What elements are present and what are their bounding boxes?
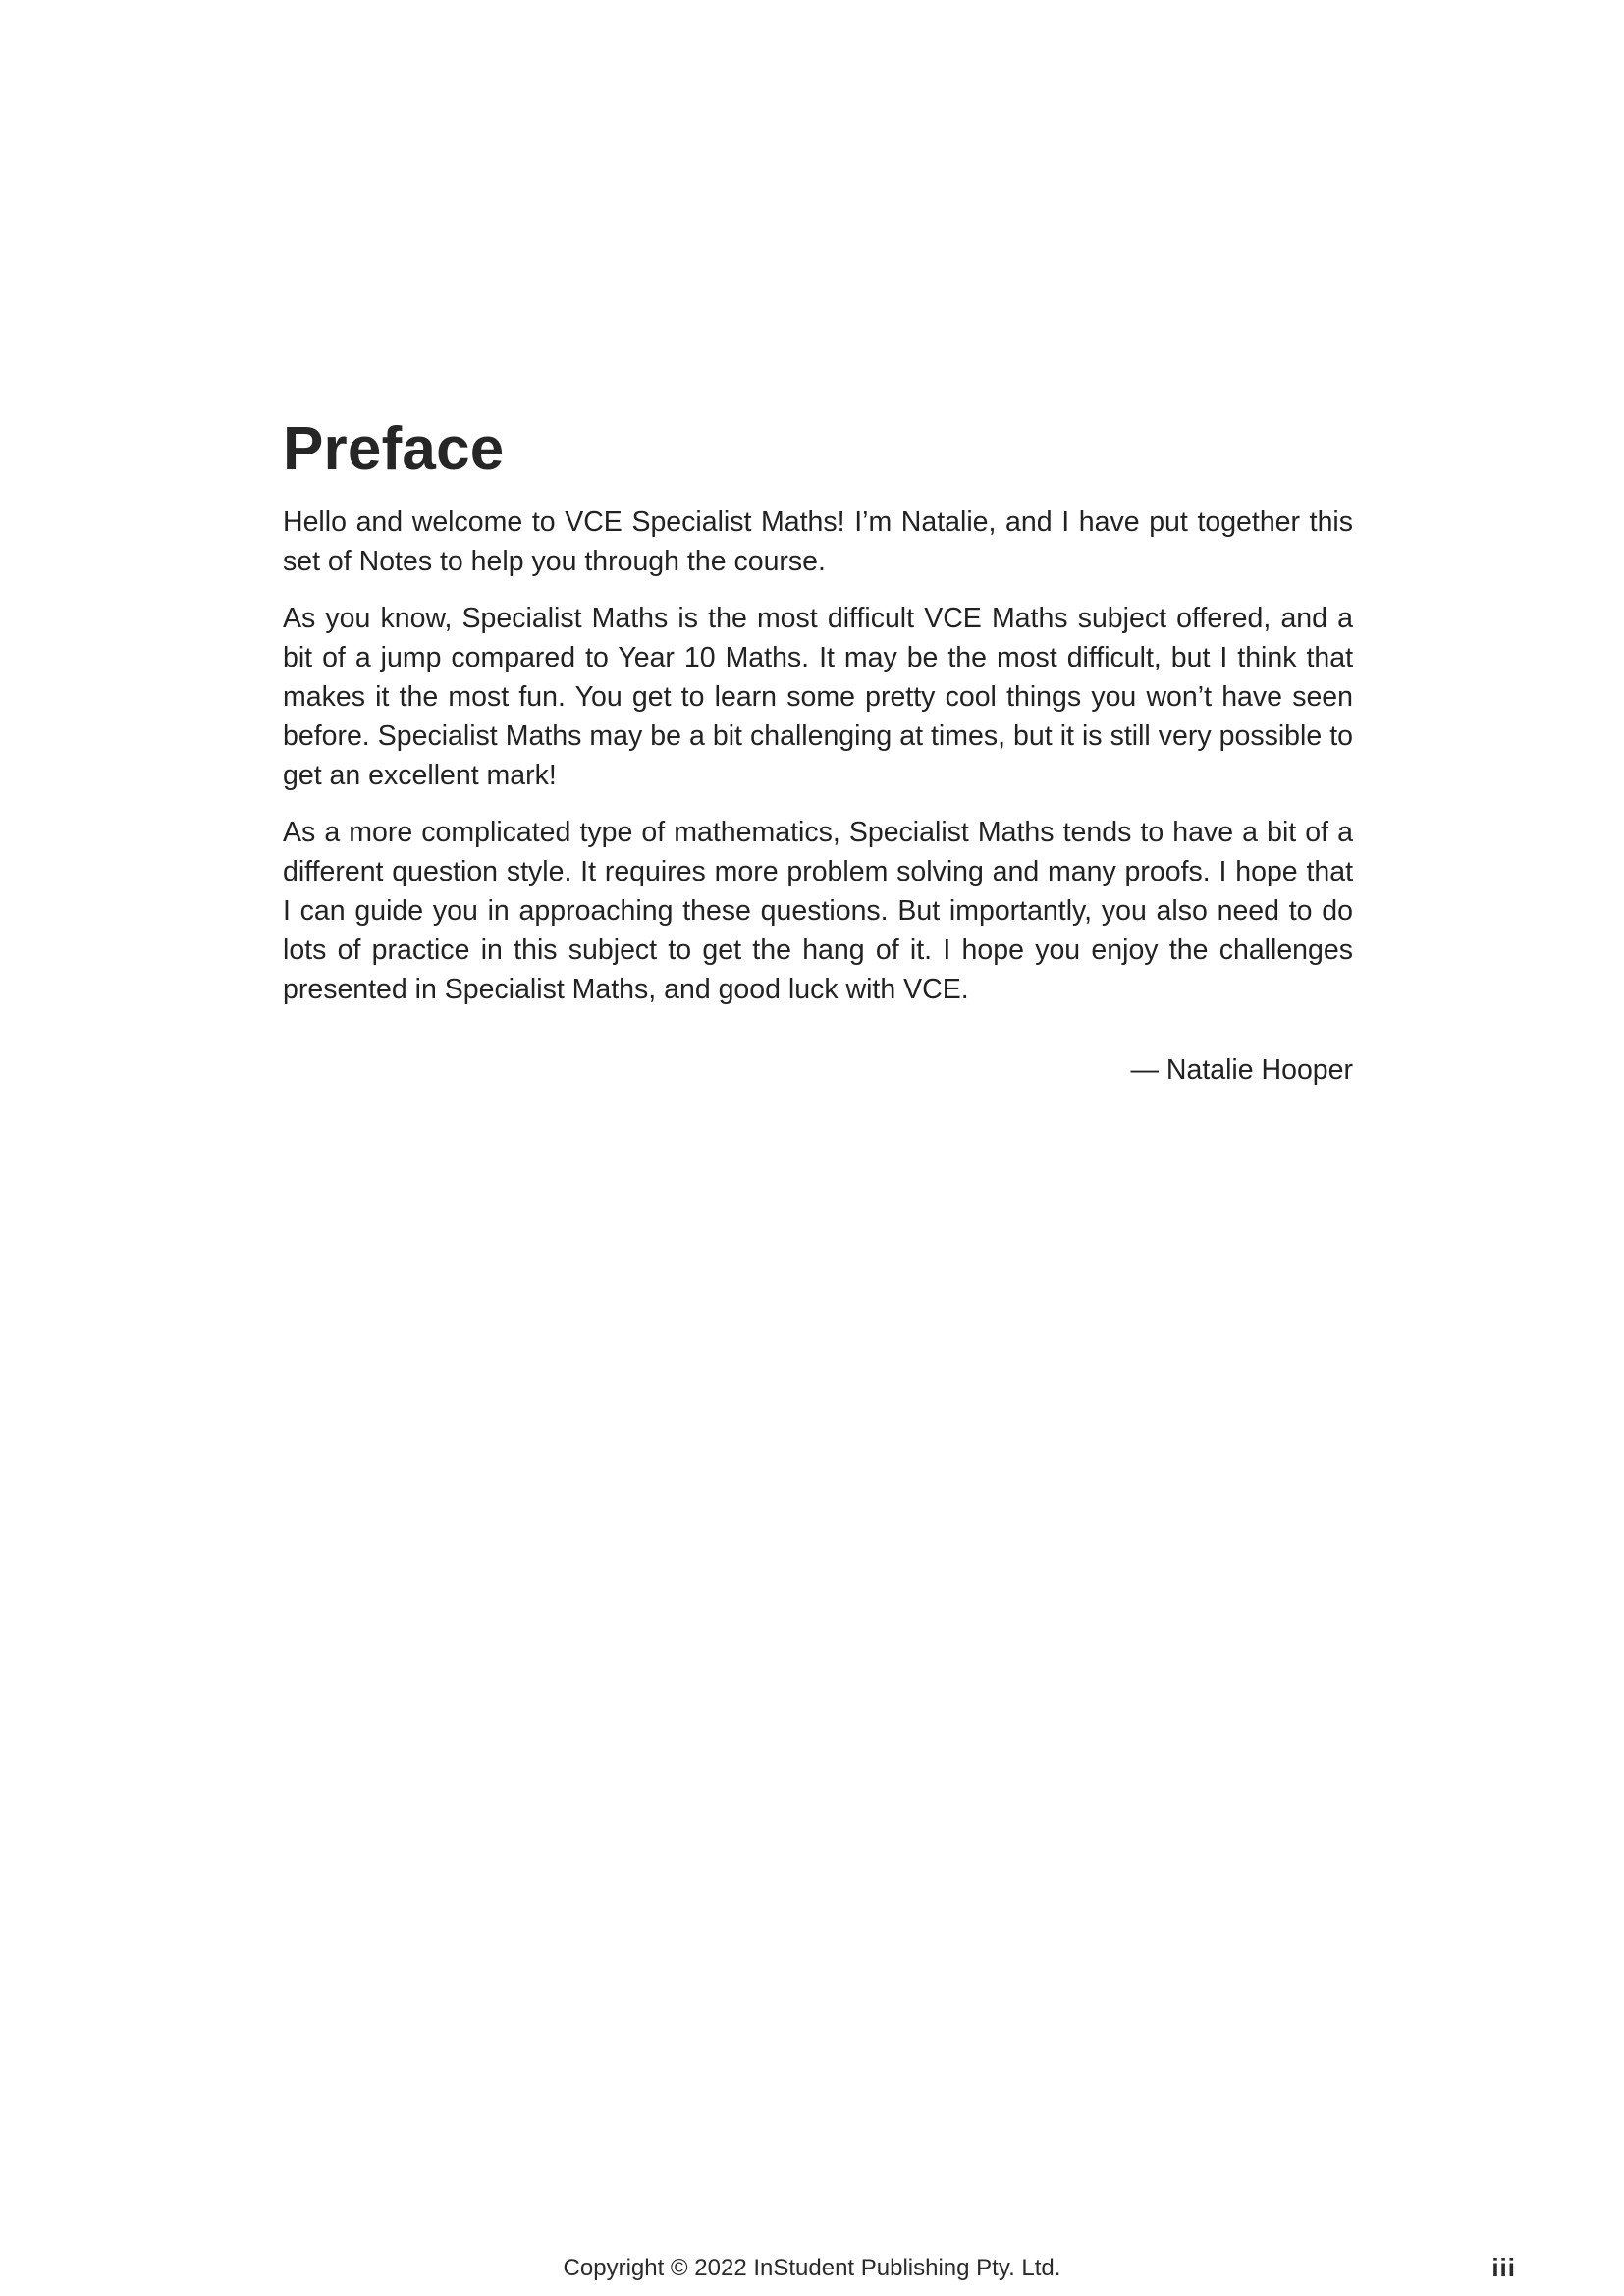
- paragraph-question-style: As a more complicated type of mathematics, Specialist Maths tends to have a bit of a different question style. It requires more problem solving and many proofs. I hope that I can guide you in approaching these questions. But importantly, you also need to do lots of practice in this subject to get the hang of it. I hope you enjoy the challenges presented in Specialist Maths, and good luck with VCE.: [283, 817, 1353, 1005]
- paragraph-intro: Hello and welcome to VCE Specialist Maths! I’m Natalie, and I have put together this set of Notes to help you through the course.: [283, 507, 1353, 577]
- page-number: iii: [1491, 2253, 1516, 2282]
- preface-section: [283, 410, 1353, 1090]
- author-signature: — Natalie Hooper: [1130, 1054, 1353, 1086]
- page-title: Preface: [283, 415, 505, 483]
- footer-copyright: Copyright © 2022 InStudent Publishing Pty. Ltd.: [563, 2255, 1061, 2281]
- paragraph-difficulty: As you know, Specialist Maths is the most difficult VCE Maths subject offered, and a bit of a jump compared to Year 10 Maths. It may be the most difficult, but I think that makes it the most fun. You get to learn some pretty cool things you won’t have seen before. Specialist Maths may be a bit challenging at times, but it is still very possible to get an excellent mark!: [283, 603, 1353, 791]
